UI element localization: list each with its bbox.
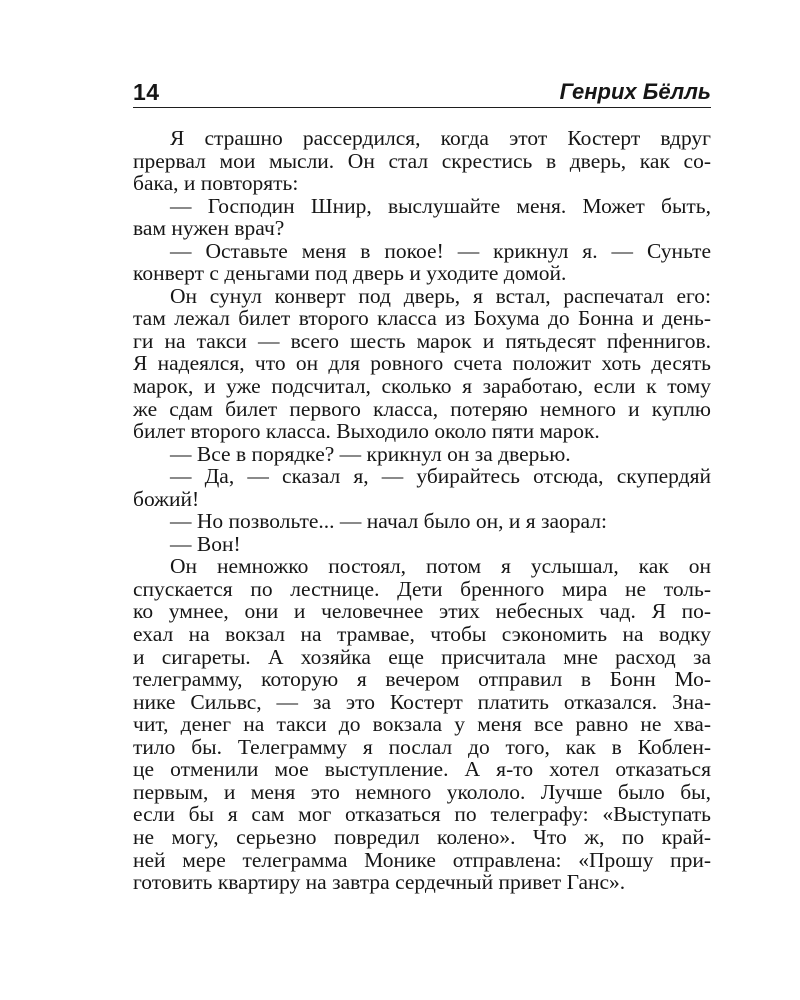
text-line: первым, и меня это немного укололо. Лучше было бы, — [133, 779, 711, 804]
body-text — [133, 127, 711, 894]
text-line: тило бы. Телеграмму я послал до того, как в Коблен- — [133, 734, 711, 759]
text-line: божий! — [133, 486, 200, 511]
text-line: ги на такси — всего шесть марок и пятьдесят пфеннигов. — [133, 328, 711, 353]
text-line: марок, и уже подсчитал, сколько я заработаю, если к тому — [133, 374, 711, 399]
text-line: конверт с деньгами под дверь и уходите домой. — [133, 261, 567, 286]
text-line: и сигареты. А хозяйка еще присчитала мне расход за — [133, 644, 711, 669]
text-line: если бы я сам мог отказаться по телеграфу: «Выступать — [133, 802, 711, 827]
running-title: Генрих Бёлль — [559, 79, 711, 104]
text-line: ней мере телеграмма Монике отправлена: «Прошу при- — [133, 847, 711, 872]
text-line: прервал мои мысли. Он стал скрестись в дверь, как со- — [133, 148, 711, 173]
text-line: ехал на вокзал на трамвае, чтобы сэкономить на водку — [133, 622, 711, 647]
text-line: Он сунул конверт под дверь, я встал, распечатал его: — [170, 283, 711, 308]
text-line: Он немножко постоял, потом я услышал, как он — [170, 554, 711, 579]
page-number: 14 — [133, 79, 160, 105]
page-header — [133, 77, 711, 109]
text-line: чит, денег на такси до вокзала у меня все равно не хва- — [133, 712, 711, 737]
text-line: ко умнее, они и человечнее этих небесных чад. Я по- — [133, 599, 711, 624]
text-line: — Все в порядке? — крикнул он за дверью. — [170, 441, 571, 466]
text-line: телеграмму, которую я вечером отправил в Бонн Мо- — [133, 667, 711, 692]
text-line: готовить квартиру на завтра сердечный привет Ганс». — [133, 870, 626, 895]
text-line: вам нужен врач? — [133, 216, 285, 241]
text-line: Я надеялся, что он для ровного счета положит хоть десять — [133, 351, 711, 376]
text-line: не могу, серьезно повредил колено». Что ж, по край- — [133, 824, 711, 849]
text-line: бака, и повторять: — [133, 171, 299, 196]
text-line: це отменили мое выступление. А я-то хотел отказаться — [133, 757, 711, 782]
text-line: — Да, — сказал я, — убирайтесь отсюда, скупердяй — [170, 464, 711, 489]
text-line: спускается по лестнице. Дети бренного мира не толь- — [133, 576, 711, 601]
text-line: же сдам билет первого класса, потеряю немного и куплю — [133, 396, 711, 421]
header-rule — [133, 107, 711, 108]
text-line: — Оставьте меня в покое! — крикнул я. — Суньте — [170, 238, 711, 263]
text-line: билет второго класса. Выходило около пяти марок. — [133, 419, 600, 444]
text-line: — Вон! — [170, 531, 241, 556]
text-line: — Господин Шнир, выслушайте меня. Может быть, — [170, 193, 711, 218]
text-line: — Но позвольте... — начал было он, и я заорал: — [170, 509, 607, 534]
text-line: нике Сильвс, — за это Костерт платить отказался. Зна- — [133, 689, 711, 714]
text-line: Я страшно рассердился, когда этот Костерт вдруг — [170, 126, 711, 150]
text-line: там лежал билет второго класса из Бохума до Бонна и день- — [133, 306, 711, 331]
